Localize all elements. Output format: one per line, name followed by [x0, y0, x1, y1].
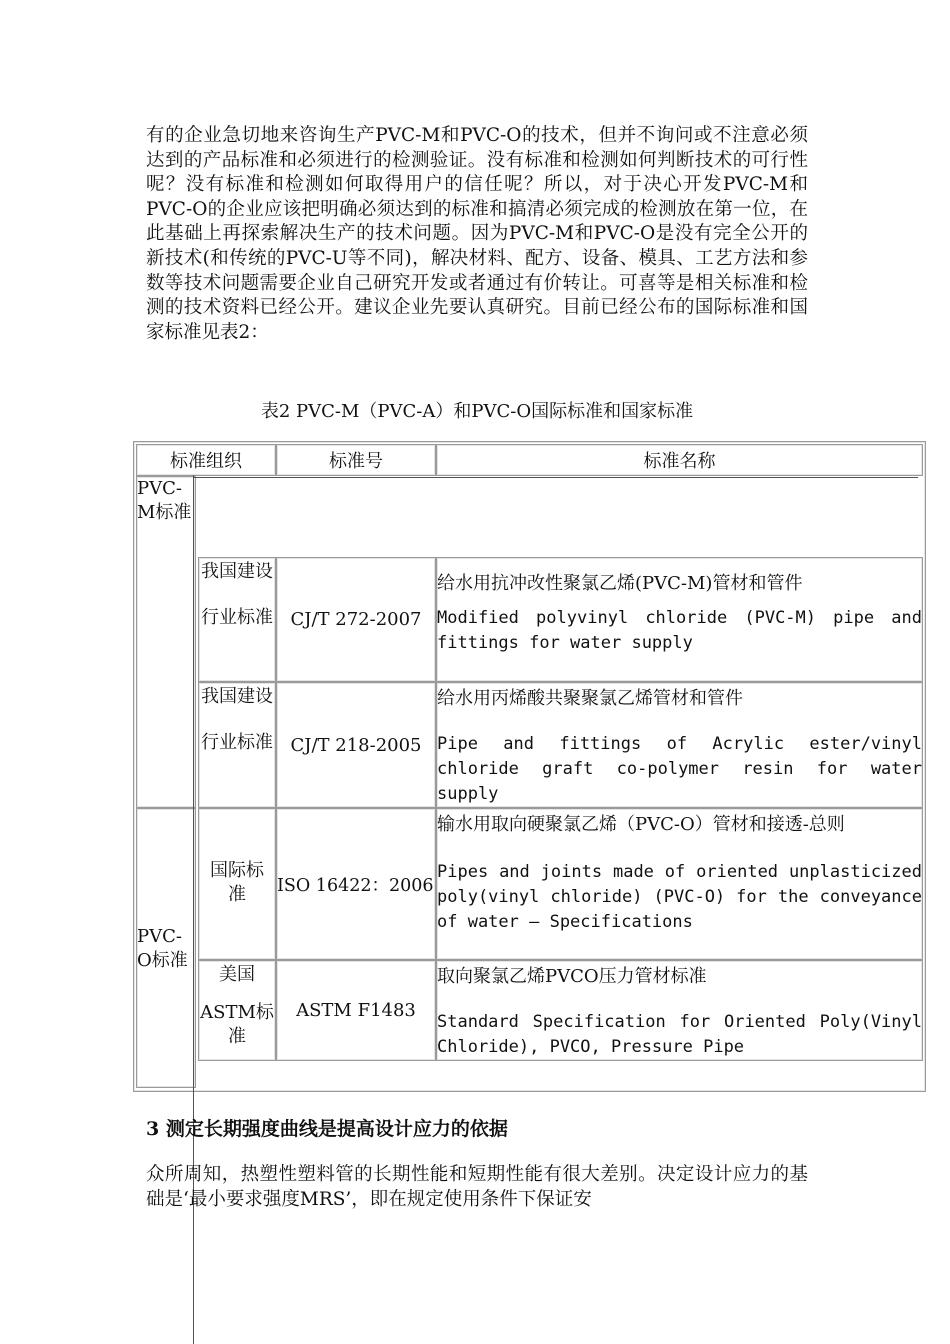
row-number: ISO 16422：2006 — [276, 808, 436, 960]
header-org: 标准组织 — [136, 444, 276, 476]
name-zh: 给水用丙烯酸共聚聚氯乙烯管材和管件 — [437, 688, 743, 709]
intro-paragraph: 有的企业急切地来咨询生产PVC-M和PVC-O的技术，但并不询问或不注意必须达到的产品标准和必须进行的检测验证。没有标准和检测如何判断技术的可行性呢？没有标准和检测如何取得用户的信任呢？所以，对于决心开发PVC-M和PVC-O的企业应该把明确必须达到的标准和搞清必须完成的检测放在第一位，在此基础上再探索解决生产的技术问题。因为PVC-M和PVC-O是没有完全公开的新技术(和传统的PVC-U等不同)，解决材料、配方、设备、模具、工艺方法和参数等技术问题需要企业自己研究开发或者通过有价转让。可喜等是相关标准和检测的技术资料已经公开。建议企业先要认真研究。目前已经公布的国际标准和国家标准见表2： — [146, 125, 808, 343]
stray-horizontal-line — [193, 477, 918, 478]
org-line: 国际标准 — [210, 860, 264, 905]
row-org — [198, 808, 276, 960]
group-pvc-o — [136, 808, 196, 1088]
name-en: Pipe and fittings of Acrylic ester/vinyl chloride graft co-polymer resin for water supply — [437, 734, 922, 804]
name-en: Standard Specification for Oriented Poly(Vinyl Chloride), PVCO, Pressure Pipe — [437, 1012, 922, 1057]
name-zh: 输水用取向硬聚氯乙烯（PVC-O）管材和接透-总则 — [437, 814, 845, 835]
name-zh: 取向聚氯乙烯PVCO压力管材标准 — [437, 966, 707, 987]
row-name — [436, 682, 923, 808]
section-heading: 3 测定长期强度曲线是提高设计应力的依据 — [146, 1118, 508, 1140]
row-number: ASTM F1483 — [276, 960, 436, 1061]
org-line: 行业标准 — [201, 732, 273, 753]
row-number: CJ/T 218-2005 — [276, 682, 436, 808]
name-en: Modified polyvinyl chloride (PVC-M) pipe and fittings for water supply — [437, 608, 922, 653]
name-zh: 给水用抗冲改性聚氯乙烯(PVC-M)管材和管件 — [437, 573, 803, 594]
row-org — [198, 682, 276, 808]
name-en: Pipes and joints made of oriented unplasticized poly(vinyl chloride) (PVC-O) for the conveyance of water — Specifications — [437, 862, 922, 932]
row-name — [436, 960, 923, 1061]
group-label: PVC-M标准 — [137, 478, 192, 523]
row-number: CJ/T 272-2007 — [276, 557, 436, 682]
stray-vertical-line — [193, 475, 194, 1344]
group-pvc-m — [136, 476, 196, 808]
group-label: PVC-O标准 — [137, 926, 188, 971]
header-number: 标准号 — [276, 444, 436, 476]
table-caption: 表2 PVC-M（PVC-A）和PVC-O国际标准和国家标准 — [260, 401, 694, 422]
closing-paragraph: 众所周知，热塑性塑料管的长期性能和短期性能有很大差别。决定设计应力的基础是‘最小要求强度MRS’，即在规定使用条件下保证安 — [146, 1164, 808, 1210]
org-line: 我国建设 — [201, 561, 273, 582]
org-line: 我国建设 — [201, 686, 273, 707]
org-line: 美国 — [219, 964, 255, 985]
org-line: ASTM标准 — [200, 1002, 274, 1047]
header-name: 标准名称 — [436, 444, 923, 476]
row-org — [198, 557, 276, 682]
row-name — [436, 557, 923, 682]
row-org — [198, 960, 276, 1061]
org-line: 行业标准 — [201, 607, 273, 628]
row-name — [436, 808, 923, 960]
